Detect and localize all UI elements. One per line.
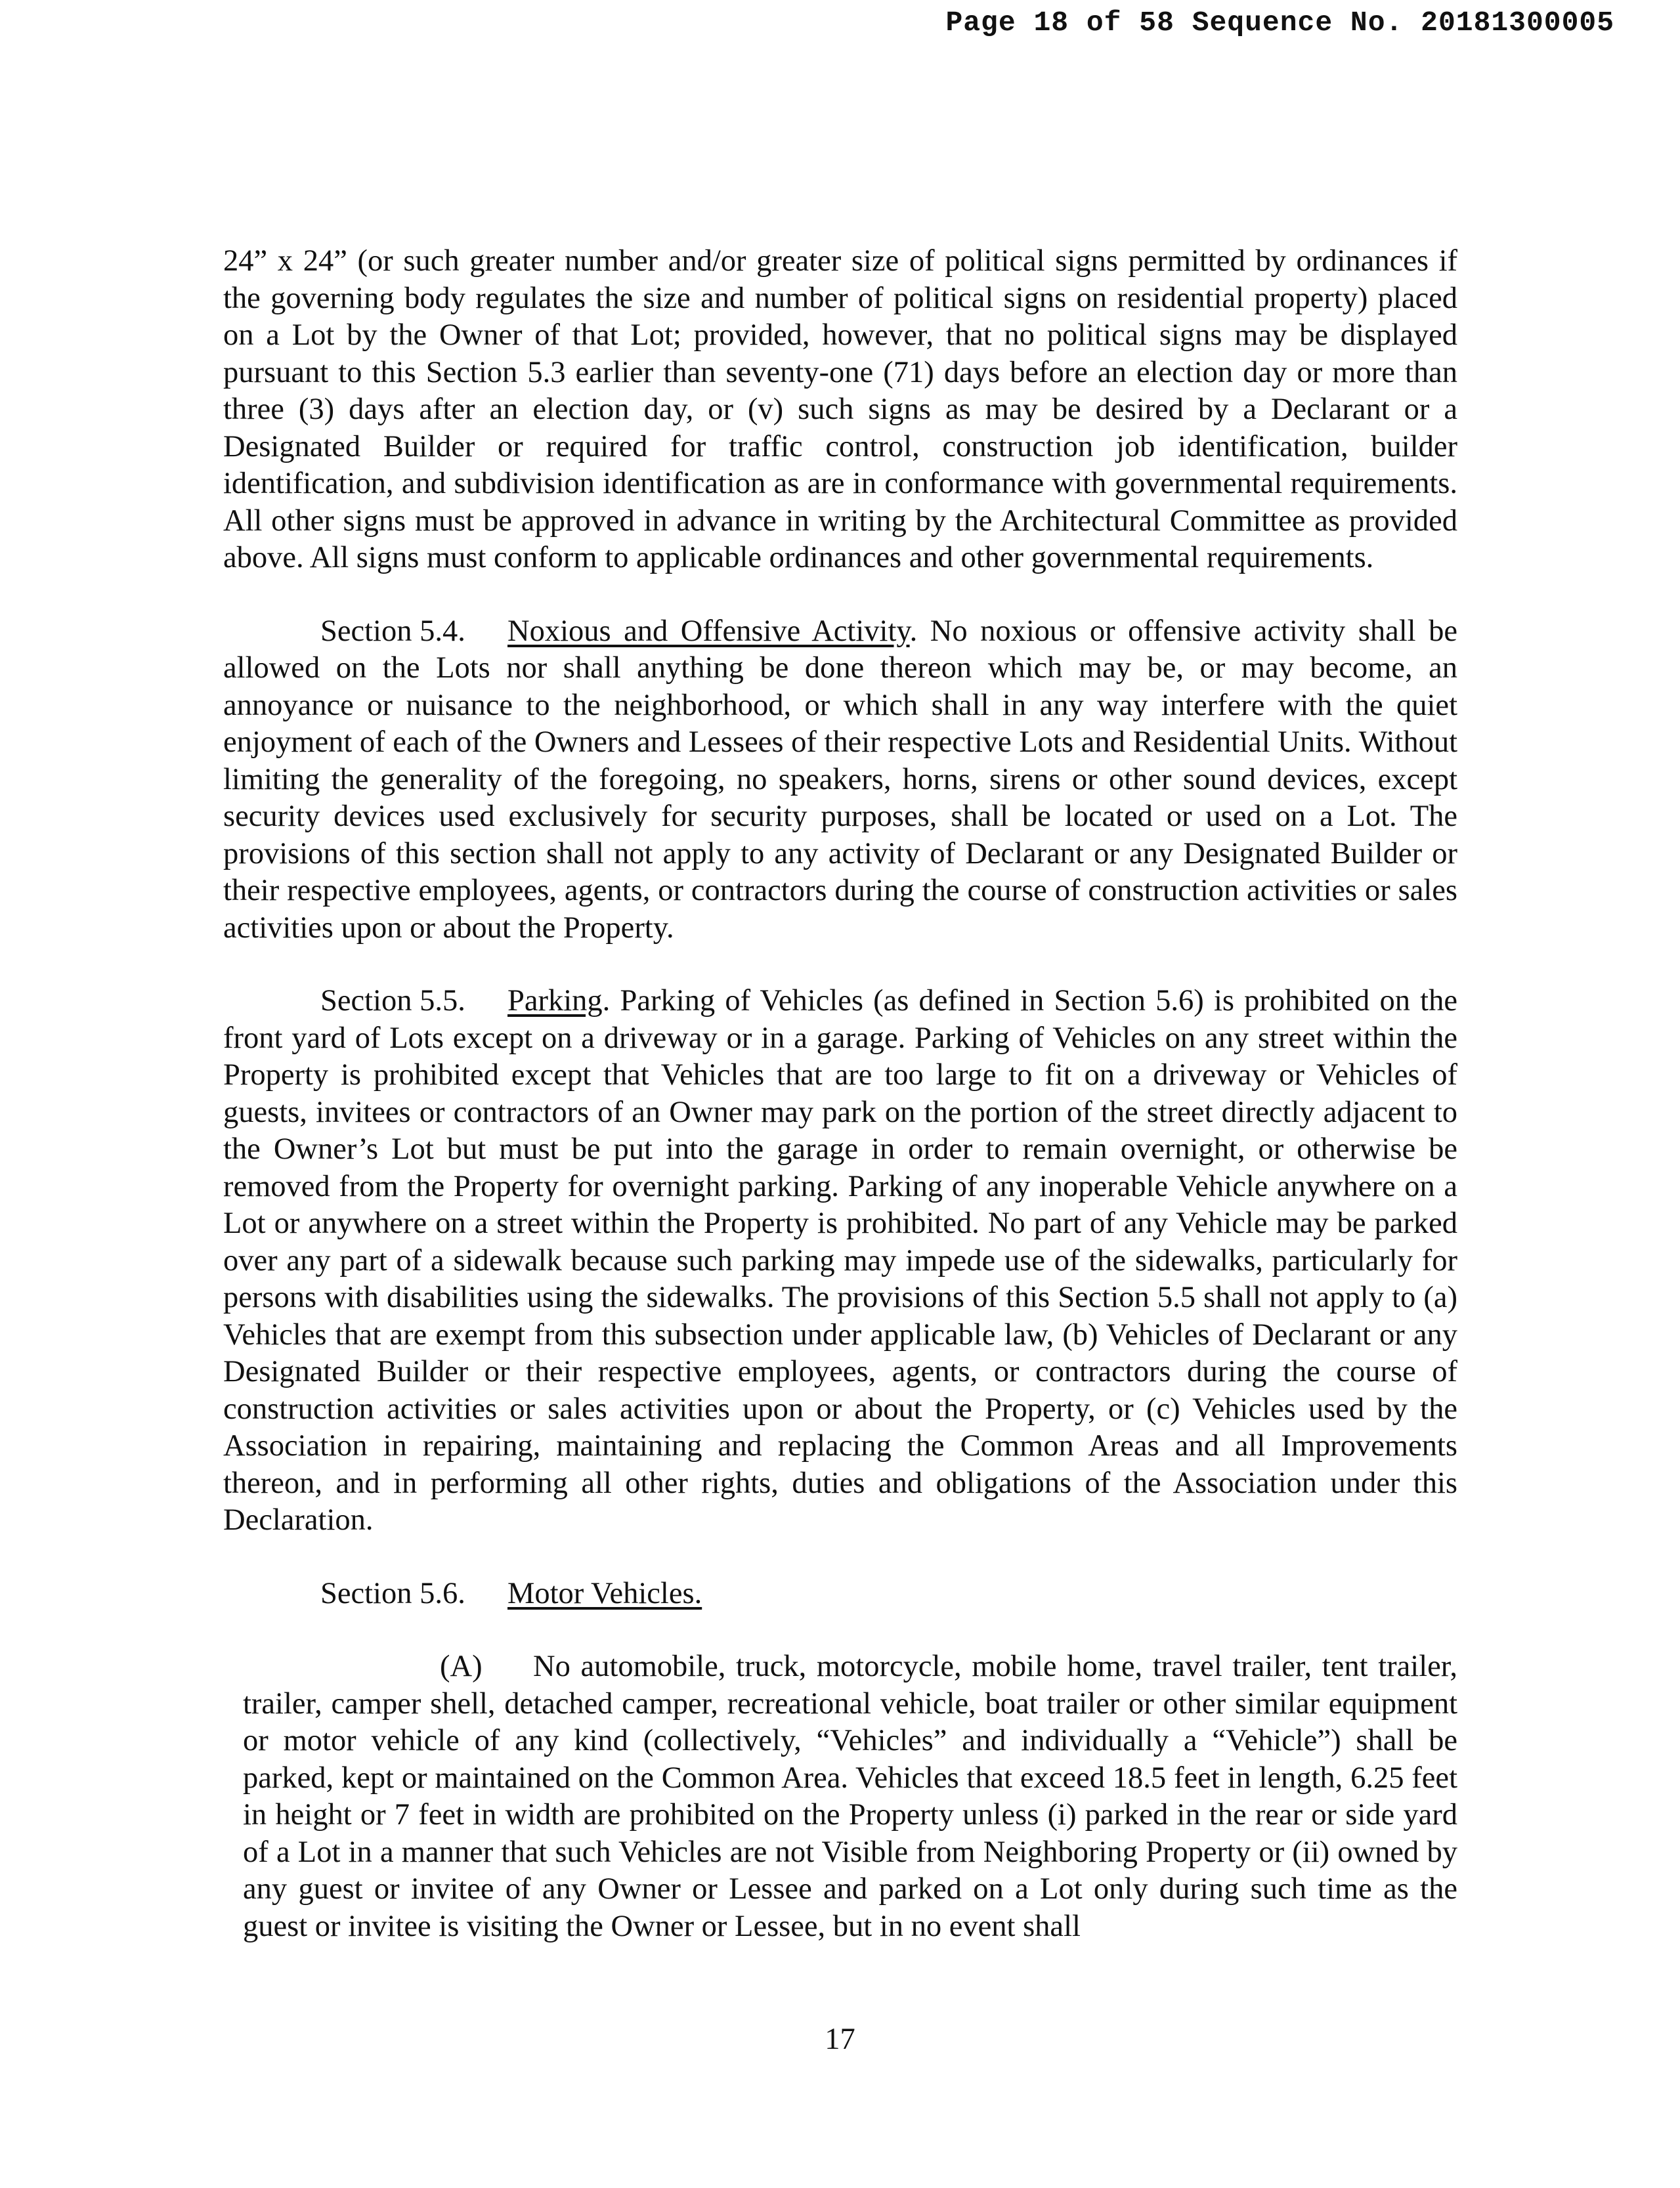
document-body	[223, 243, 1457, 1945]
section-5-4-paragraph	[223, 613, 1457, 947]
subsection-label: (A)	[440, 1650, 483, 1683]
page-number: 17	[825, 2023, 855, 2056]
section-number: Section 5.4.	[320, 614, 465, 648]
section-number: Section 5.5.	[320, 984, 465, 1018]
subsection-text: No automobile, truck, motorcycle, mobile home, travel trailer, tent trailer, trailer, camper shell, detached camper, recreational vehicle, boat trailer or other similar equipment or motor vehicle of any kind (collectively, “Vehicles” and individually a “Vehicle”) shall be parked, kept or maintained on the Common Area. Vehicles that exceed 18.5 feet in length, 6.25 feet in height or 7 feet in width are prohibited on the Property unless (i) parked in the rear or side yard of a Lot in a manner that such Vehicles are not Visible from Neighboring Property or (ii) owned by any guest or invitee of any Owner or Lessee and parked on a Lot only during such time as the guest or invitee is visiting the Owner or Lessee, but in no event shall	[243, 1650, 1457, 1943]
section-5-5-paragraph	[223, 983, 1457, 1539]
section-title: Motor Vehicles.	[507, 1576, 702, 1610]
section-5-6-heading	[223, 1576, 1457, 1613]
section-title: Parking	[507, 984, 603, 1018]
page-header: Page 18 of 58 Sequence No. 20181300005	[945, 7, 1614, 39]
section-5-6-subsection-a	[223, 1648, 1457, 1945]
section-title: Noxious and Offensive Activity	[507, 614, 910, 648]
section-body: . No noxious or offensive activity shall be allowed on the Lots nor shall anything be done thereon which may be, or may become, an annoyance or nuisance to the neighborhood, or which shall in any way interfere with the quiet enjoyment of each of the Owners and Lessees of their respective Lots and Residential Units. Without limiting the generality of the foregoing, no speakers, horns, sirens or other sound devices, except security devices used exclusively for security purposes, shall be located or used on a Lot. The provisions of this section shall not apply to any activity of Declarant or any Designated Builder or their respective employees, agents, or contractors during the course of construction activities or sales activities upon or about the Property.	[223, 614, 1458, 945]
section-number: Section 5.6.	[320, 1576, 465, 1610]
section-5-3-continuation: 24” x 24” (or such greater number and/or greater size of political signs permitted by ordinances if the governing body regulates the size and number of political signs on residential property) placed on a Lot by the Owner of that Lot; provided, however, that no political signs may be displayed pursuant to this Section 5.3 earlier than seventy-one (71) days before an election day or more than three (3) days after an election day, or (v) such signs as may be desired by a Declarant or a Designated Builder or required for traffic control, construction job identification, builder identification, and subdivision identification as are in conformance with governmental requirements. All other signs must be approved in advance in writing by the Architectural Committee as provided above. All signs must conform to applicable ordinances and other governmental requirements.	[223, 244, 1457, 574]
section-body: . Parking of Vehicles (as defined in Section 5.6) is prohibited on the front yard of Lots except on a driveway or in a garage. Parking of Vehicles on any street within the Property is prohibited except that Vehicles that are too large to fit on a driveway or Vehicles of guests, invitees or contractors of an Owner may park on the portion of the street directly adjacent to the Owner’s Lot but must be put into the garage in order to remain overnight, or otherwise be removed from the Property for overnight parking. Parking of any inoperable Vehicle anywhere on a Lot or anywhere on a street within the Property is prohibited. No part of any Vehicle may be parked over any part of a sidewalk because such parking may impede use of the sidewalks, particularly for persons with disabilities using the sidewalks. The provisions of this Section 5.5 shall not apply to (a) Vehicles that are exempt from this subsection under applicable law, (b) Vehicles of Declarant or any Designated Builder or their respective employees, agents, or contractors during the course of construction activities or sales activities upon or about the Property, or (c) Vehicles used by the Association in repairing, maintaining and replacing the Common Areas and all Improvements thereon, and in performing all other rights, duties and obligations of the Association under this Declaration.	[223, 984, 1457, 1537]
